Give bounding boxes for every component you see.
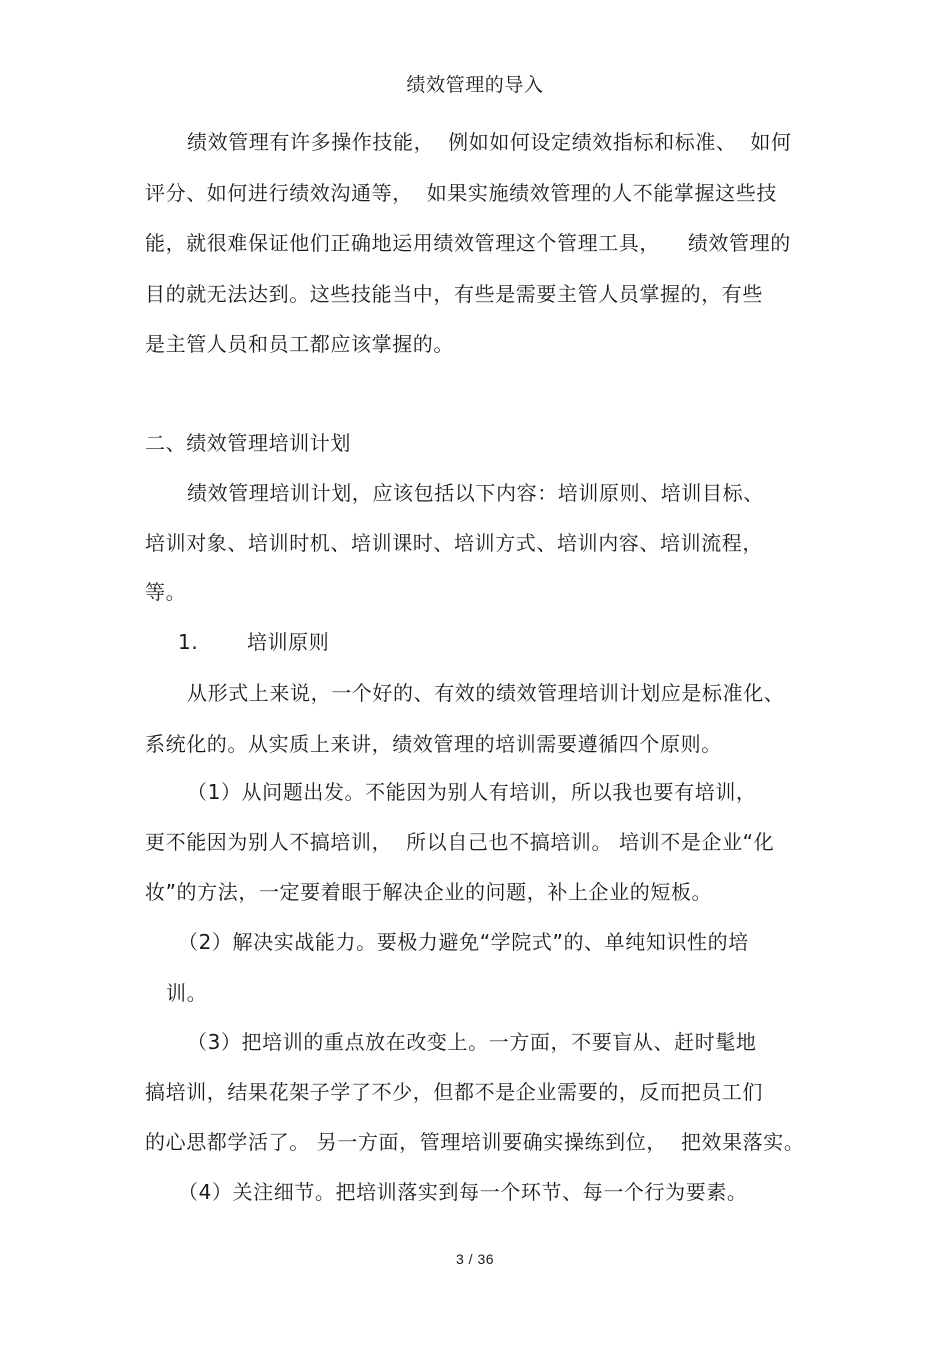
paragraph-line: 搞培训，结果花架子学了不少，但都不是企业需要的，反而把员工们 [145, 1080, 763, 1104]
paragraph-line: 培训对象、培训时机、培训课时、培训方式、培训内容、培训流程， [145, 531, 763, 555]
document-title: 绩效管理的导入 [406, 74, 544, 96]
paragraph-line: 训。 [166, 981, 208, 1005]
paragraph-line: 更不能因为别人不搞培训， 所以自己也不搞培训。 培训不是企业“化 [145, 830, 775, 854]
paragraph-line: 从形式上来说，一个好的、有效的绩效管理培训计划应是标准化、 [187, 681, 785, 705]
paragraph-line: 绩效管理有许多操作技能， 例如如何设定绩效指标和标准、 如何 [187, 130, 792, 154]
subsection-heading: 1. 培训原则 [178, 630, 330, 654]
paragraph-line: 系统化的。从实质上来讲，绩效管理的培训需要遵循四个原则。 [145, 732, 722, 756]
paragraph-line: （3）把培训的重点放在改变上。一方面，不要盲从、赶时髦地 [187, 1030, 757, 1054]
paragraph-line: 是主管人员和员工都应该掌握的。 [145, 332, 454, 356]
paragraph-line: 等。 [145, 580, 187, 604]
paragraph-line: 的心思都学活了。 另一方面，管理培训要确实操练到位， 把效果落实。 [145, 1130, 805, 1154]
paragraph-line: （4）关注细节。把培训落实到每一个环节、每一个行为要素。 [178, 1180, 748, 1204]
paragraph-line: 绩效管理培训计划，应该包括以下内容：培训原则、培训目标、 [187, 481, 764, 505]
section-heading: 二、绩效管理培训计划 [145, 431, 351, 455]
paragraph-line: 目的就无法达到。这些技能当中，有些是需要主管人员掌握的，有些 [145, 282, 763, 306]
paragraph-line: （2）解决实战能力。要极力避免“学院式”的、单纯知识性的培 [178, 930, 749, 954]
paragraph-line: （1）从问题出发。不能因为别人有培训，所以我也要有培训， [187, 780, 757, 804]
page-number: 3 / 36 [455, 1251, 495, 1267]
paragraph-line: 能，就很难保证他们正确地运用绩效管理这个管理工具， 绩效管理的 [145, 231, 791, 255]
paragraph-line: 评分、如何进行绩效沟通等， 如果实施绩效管理的人不能掌握这些技 [145, 181, 777, 205]
paragraph-line: 妆”的方法，一定要着眼于解决企业的问题，补上企业的短板。 [145, 880, 713, 904]
